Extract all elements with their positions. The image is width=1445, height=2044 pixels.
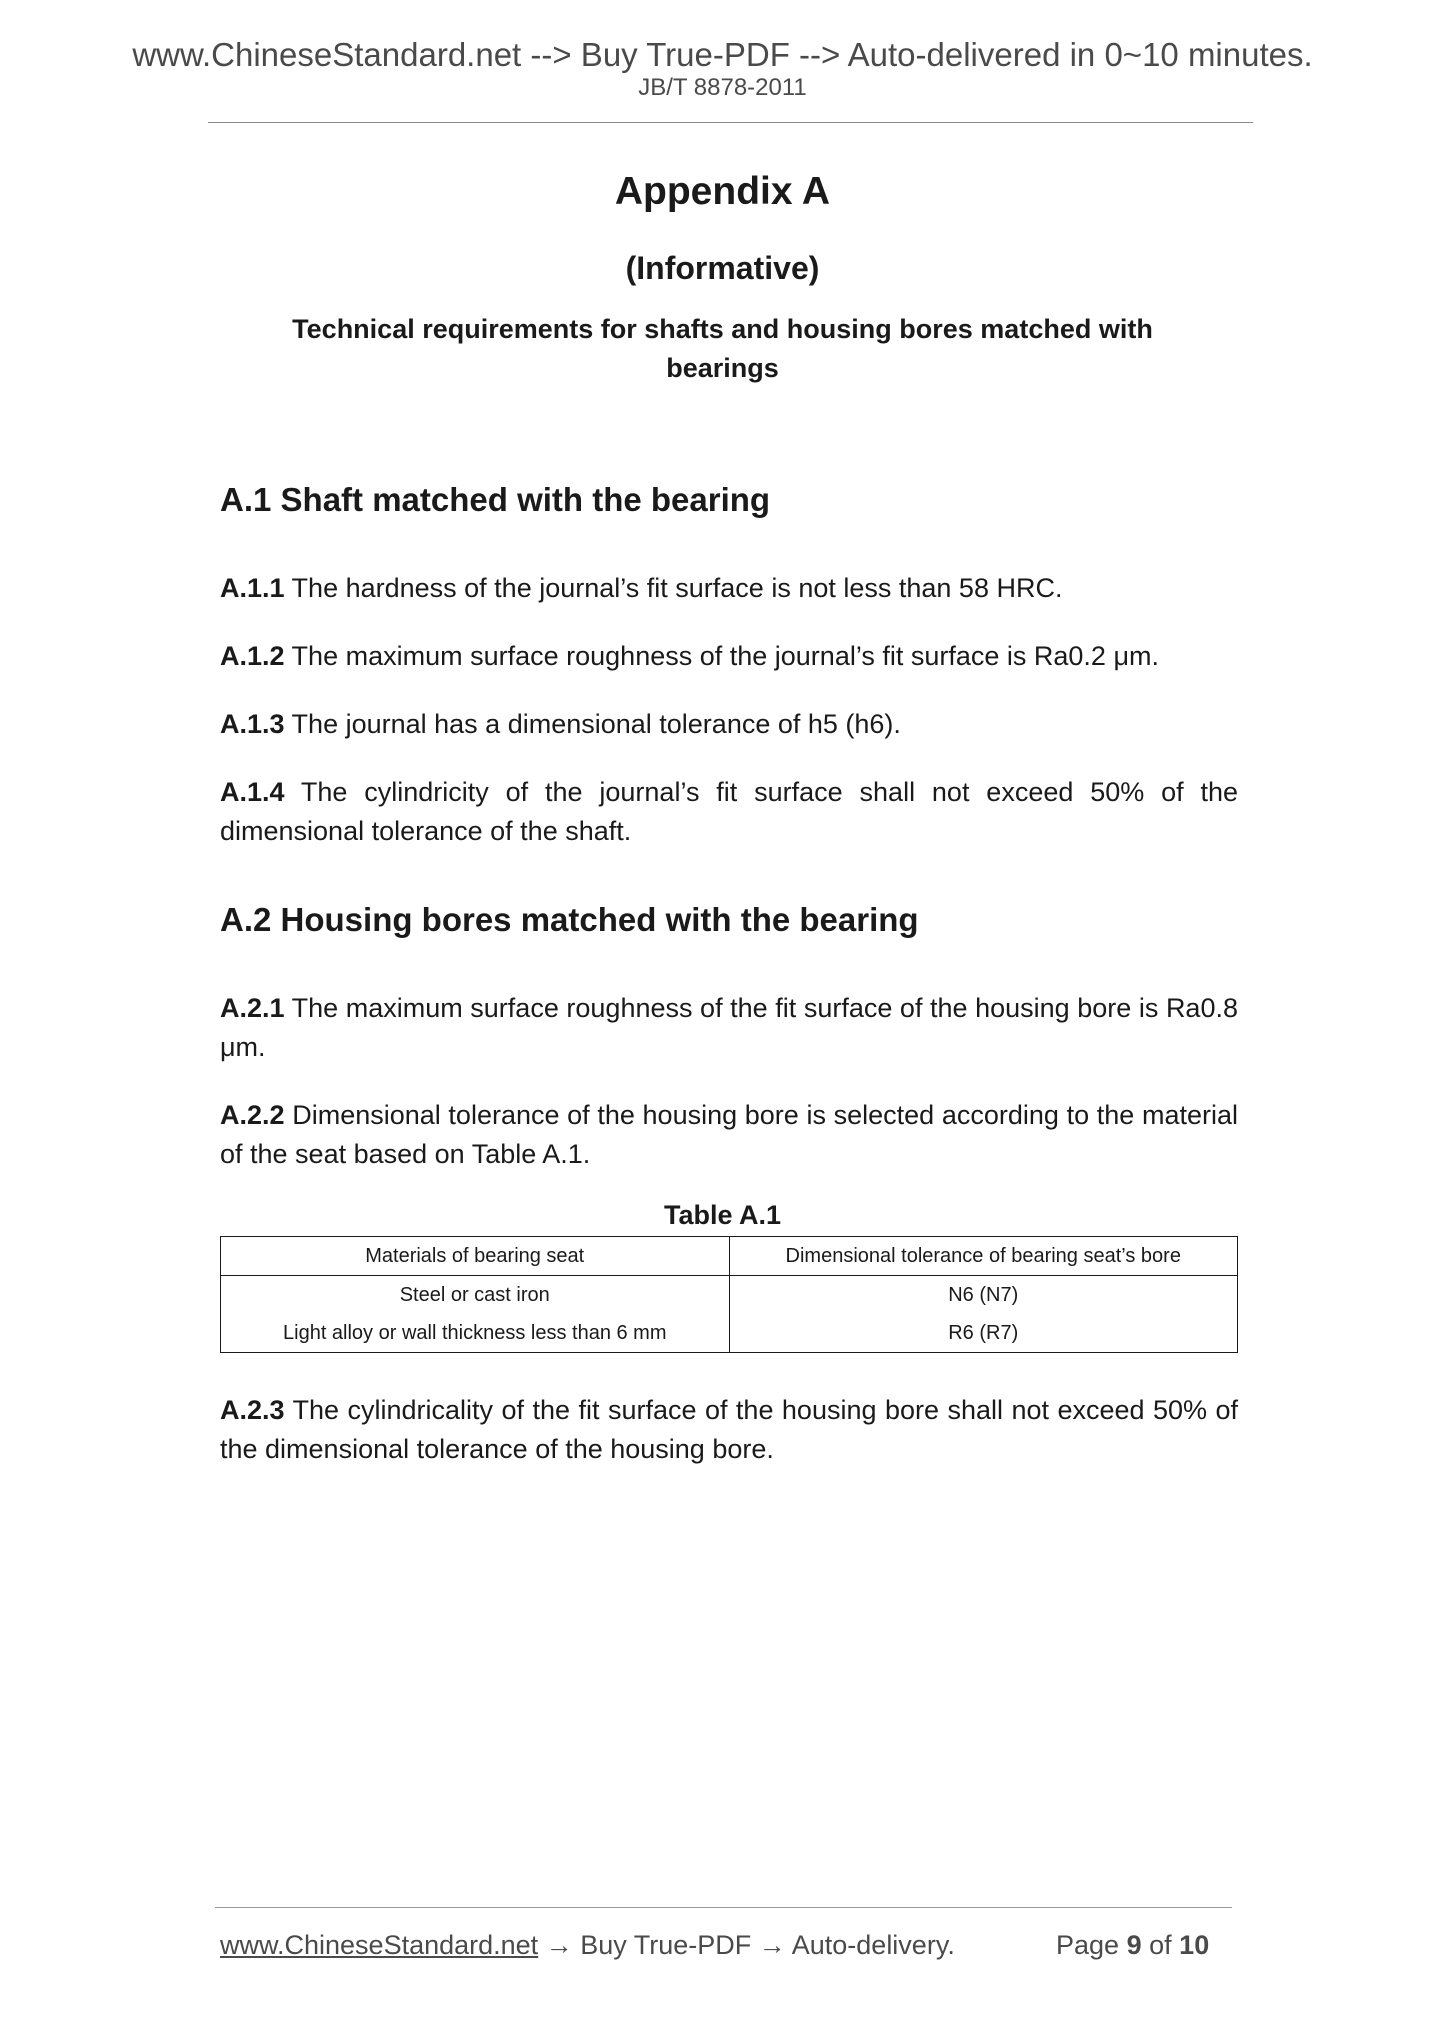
table-cell: Steel or cast iron [221, 1276, 730, 1315]
clause-text: The hardness of the journal’s fit surface is not less than 58 HRC. [284, 573, 1063, 603]
clause-a1-2 [220, 637, 1238, 676]
table-header-cell: Materials of bearing seat [221, 1237, 730, 1276]
table-row [221, 1314, 1238, 1353]
table-header-cell: Dimensional tolerance of bearing seat’s bore [729, 1237, 1238, 1276]
clause-number: A.2.2 [220, 1100, 285, 1130]
clause-number: A.1.2 [220, 641, 285, 671]
clause-text: Dimensional tolerance of the housing bore is selected according to the material of the seat based on Table A.1. [220, 1100, 1238, 1169]
document-code: JB/T 8878-2011 [638, 74, 807, 101]
clause-number: A.1.1 [220, 573, 285, 603]
appendix-description-line1: Technical requirements for shafts and housing bores matched with [292, 314, 1153, 344]
section-a1-heading: A.1 Shaft matched with the bearing [220, 481, 771, 518]
clause-a1-3 [220, 705, 1238, 744]
of-label: of [1149, 1930, 1172, 1960]
clause-number: A.2.1 [220, 993, 285, 1023]
page-label: Page [1056, 1930, 1120, 1960]
appendix-subtitle: (Informative) [625, 250, 820, 286]
clause-a1-4 [220, 773, 1238, 851]
clause-a2-3 [220, 1391, 1238, 1469]
table-caption: Table A.1 [663, 1200, 782, 1230]
page-total: 10 [1179, 1930, 1210, 1960]
footer-promo-text: → Buy True-PDF → Auto-delivery. [538, 1930, 955, 1960]
tolerance-table [220, 1236, 1238, 1353]
page-indicator [1056, 1932, 1209, 1959]
table-cell: Light alloy or wall thickness less than 6 mm [221, 1314, 730, 1353]
header-divider [208, 122, 1253, 123]
appendix-description [230, 310, 1215, 388]
clause-text: The cylindricality of the fit surface of the housing bore shall not exceed 50% of the dimensional tolerance of the housing bore. [220, 1395, 1238, 1464]
appendix-title: Appendix A [614, 170, 831, 213]
site-banner: www.ChineseStandard.net --> Buy True-PDF --> Auto-delivered in 0~10 minutes. [132, 36, 1313, 73]
clause-a2-1 [220, 989, 1238, 1067]
clause-text: The maximum surface roughness of the journal’s fit surface is Ra0.2 μm. [284, 641, 1159, 671]
clause-text: The journal has a dimensional tolerance of h5 (h6). [284, 709, 901, 739]
clause-text: The maximum surface roughness of the fit surface of the housing bore is Ra0.8 μm. [220, 993, 1238, 1062]
clause-a2-2 [220, 1096, 1238, 1174]
footer-divider [215, 1907, 1232, 1908]
page-number: 9 [1126, 1930, 1142, 1960]
table-cell: R6 (R7) [729, 1314, 1238, 1353]
clause-number: A.1.4 [220, 777, 285, 807]
footer-site-link[interactable]: www.ChineseStandard.net [220, 1930, 539, 1960]
clause-a1-1 [220, 569, 1238, 608]
table-row [221, 1276, 1238, 1315]
table-cell: N6 (N7) [729, 1276, 1238, 1315]
table-header-row [221, 1237, 1238, 1276]
footer-promo [220, 1932, 955, 1959]
section-a2-heading: A.2 Housing bores matched with the bearing [220, 901, 919, 938]
clause-text: The cylindricity of the journal’s fit surface shall not exceed 50% of the dimensional tolerance of the shaft. [220, 777, 1238, 846]
appendix-description-line2: bearings [666, 353, 779, 383]
clause-number: A.2.3 [220, 1395, 285, 1425]
clause-number: A.1.3 [220, 709, 285, 739]
